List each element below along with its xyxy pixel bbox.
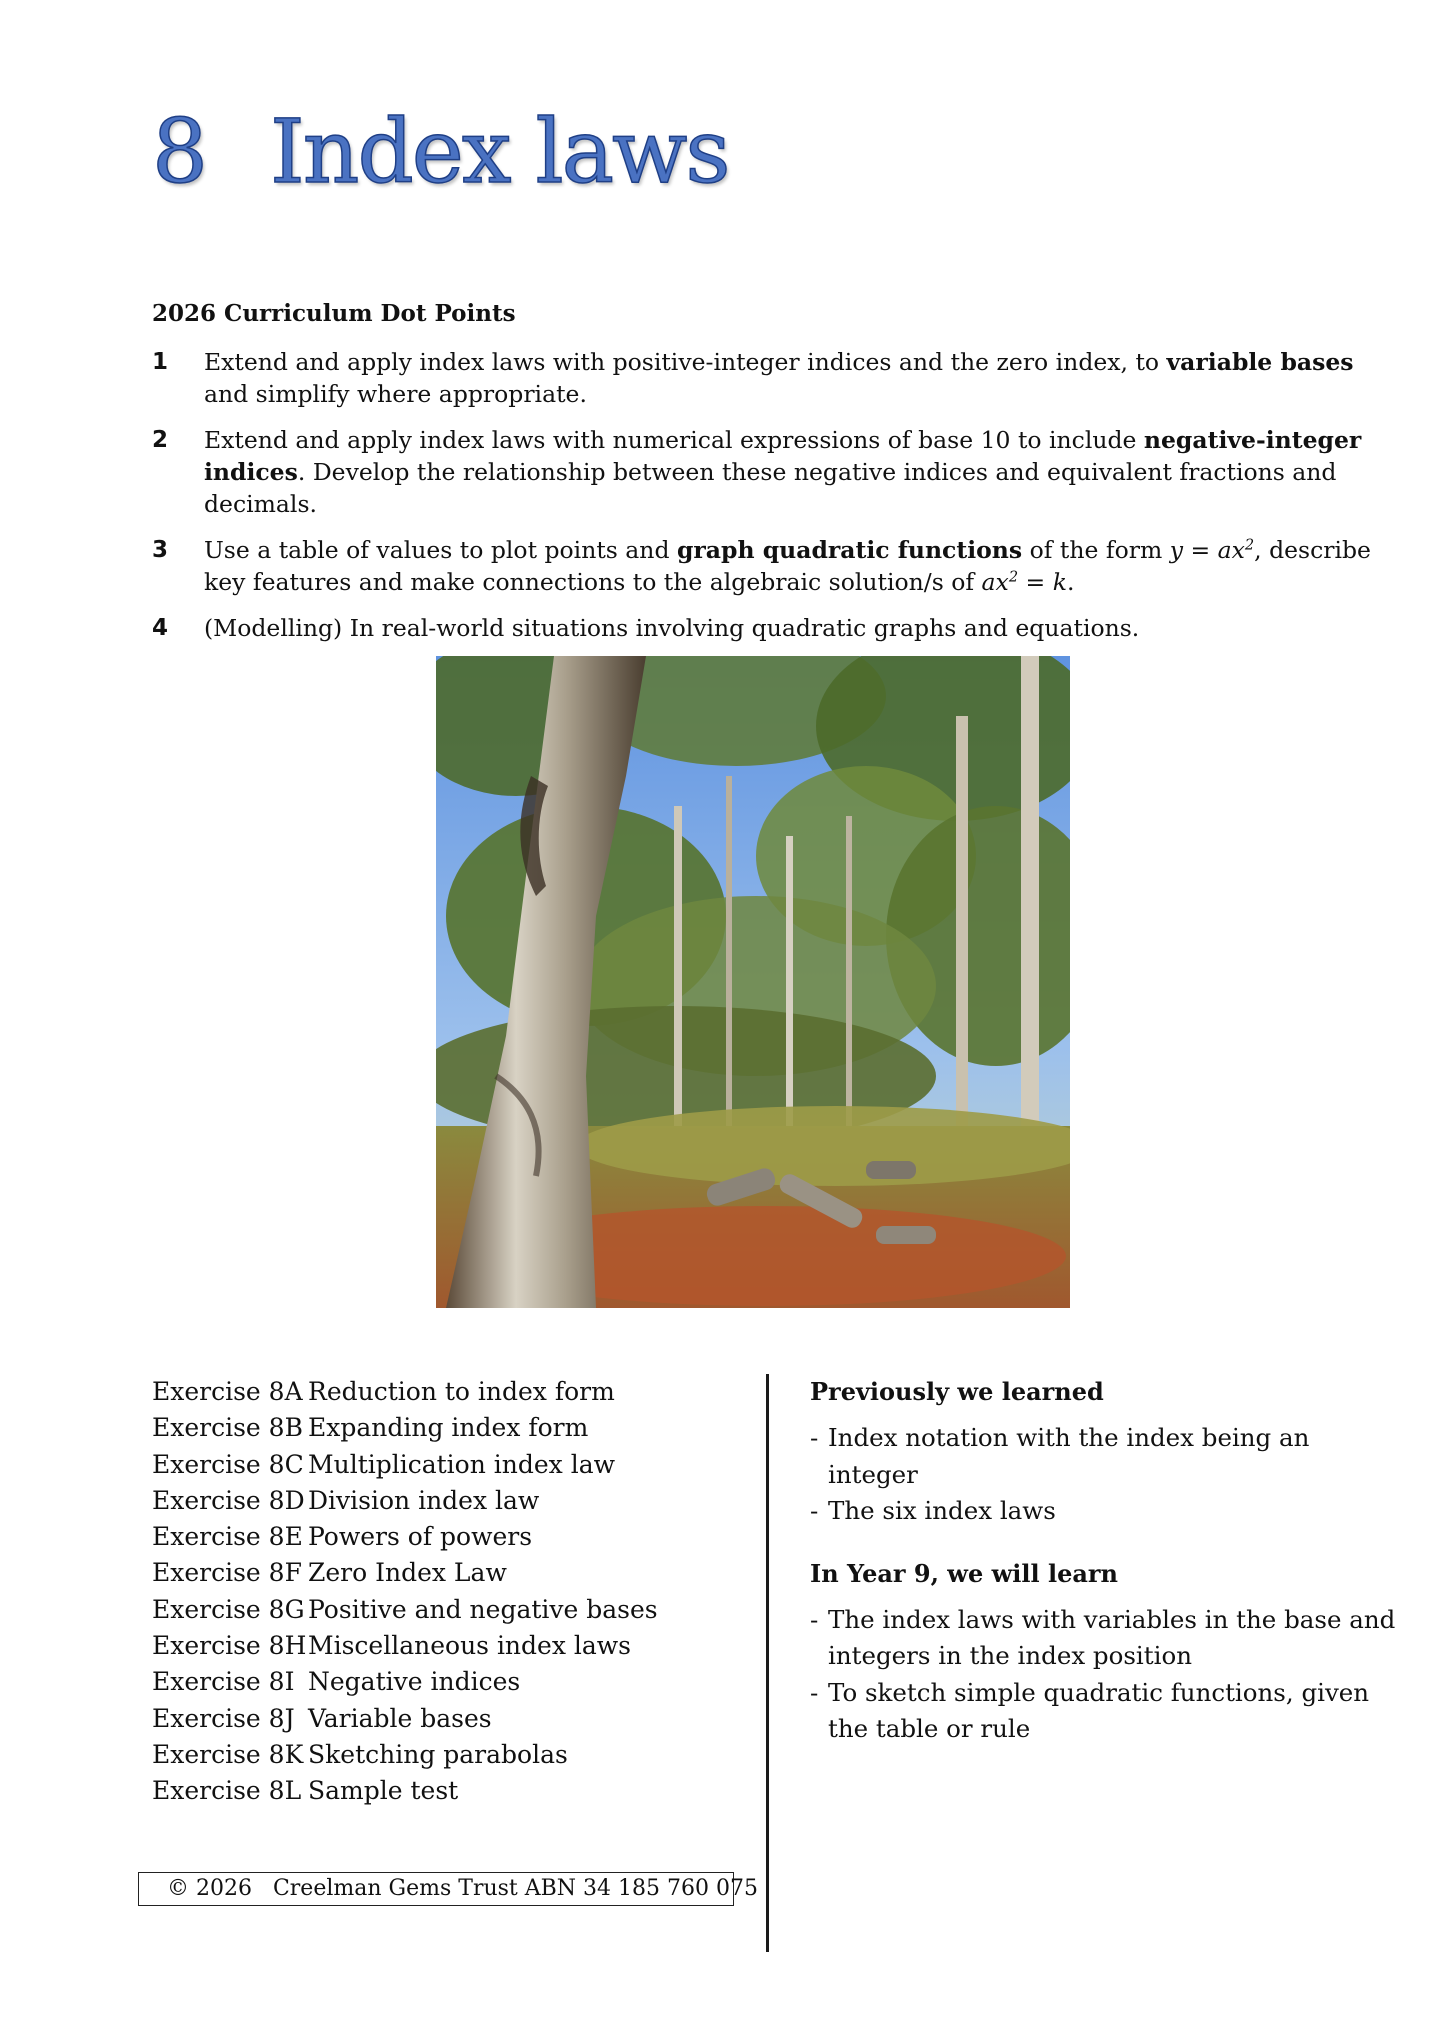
chapter-number: 8: [152, 100, 206, 203]
dot-point-text-end: . Develop the relationship between these negative indices and equivalent fractions and decimals.: [204, 458, 1337, 518]
curriculum-dot-points: [152, 346, 1392, 658]
dot-point-text-mid2: , describe key features and make connections to the algebraic solution/s of: [204, 536, 1371, 596]
exercise-title: Positive and negative bases: [308, 1594, 658, 1624]
math-rhs: = k: [1018, 568, 1067, 596]
year9-heading: In Year 9, we will learn: [810, 1558, 1118, 1588]
column-divider: [766, 1374, 769, 1952]
dot-point-bold: variable bases: [1166, 348, 1354, 376]
exercise-row: [152, 1737, 712, 1773]
exercise-row: [152, 1374, 712, 1410]
exercise-title: Sketching parabolas: [308, 1739, 568, 1769]
list-item: - The index laws with variables in the base and integers in the index position: [810, 1602, 1400, 1675]
exercise-title: Variable bases: [308, 1703, 492, 1733]
exercise-row: [152, 1555, 712, 1591]
dot-point-number: 2: [152, 427, 169, 453]
math-expression: [1170, 536, 1254, 564]
exercise-row: [152, 1701, 712, 1737]
list-item: - The six index laws: [810, 1493, 1400, 1530]
exercise-row: [152, 1519, 712, 1555]
dot-point-4: [152, 612, 1392, 644]
exercise-code: Exercise 8E: [152, 1522, 303, 1552]
dot-point-text: Extend and apply index laws with numerical expressions of base 10 to include: [204, 426, 1144, 454]
dot-point-bold: negative-integer indices: [204, 426, 1362, 486]
dot-point-1: [152, 346, 1392, 410]
dot-point-number: 1: [152, 349, 169, 375]
dot-point-text: Extend and apply index laws with positive-integer indices and the zero index, to: [204, 348, 1167, 376]
exercise-row: [152, 1483, 712, 1519]
exercise-code: Exercise 8I: [152, 1667, 295, 1697]
exercise-list: [152, 1374, 712, 1810]
list-item: - To sketch simple quadratic functions, given the table or rule: [810, 1675, 1400, 1748]
learning-summary: [810, 1374, 1400, 1762]
math-base: ax: [981, 568, 1009, 596]
year9-list: [810, 1602, 1400, 1748]
curriculum-heading: 2026 Curriculum Dot Points: [152, 300, 516, 327]
dot-point-text-end: and simplify where appropriate.: [204, 380, 587, 408]
exercise-title: Reduction to index form: [308, 1377, 615, 1406]
exercise-code: Exercise 8G: [152, 1594, 305, 1624]
page-title: [152, 100, 729, 203]
exercise-title: Miscellaneous index laws: [308, 1631, 632, 1661]
exercise-code: Exercise 8H: [152, 1631, 307, 1661]
exercise-title: Zero Index Law: [308, 1558, 507, 1588]
exercise-code: Exercise 8A: [152, 1377, 303, 1406]
dot-point-3: [152, 534, 1392, 598]
exercise-row: [152, 1592, 712, 1628]
exercise-title: Multiplication index law: [308, 1449, 616, 1479]
dot-point-2: [152, 424, 1392, 520]
math-exponent: 2: [1244, 536, 1255, 554]
exercise-title: Expanding index form: [308, 1413, 589, 1443]
math-exponent: 2: [1008, 568, 1019, 586]
math-base: y = ax: [1169, 536, 1245, 564]
exercise-row: [152, 1773, 712, 1809]
math-expression: [982, 568, 1067, 596]
exercise-row: [152, 1447, 712, 1483]
chapter-title: Index laws: [270, 100, 729, 203]
copyright-box: © 2026 Creelman Gems Trust ABN 34 185 760 075: [138, 1872, 734, 1906]
exercise-code: Exercise 8B: [152, 1413, 303, 1443]
exercise-row: [152, 1628, 712, 1664]
dot-point-text: Use a table of values to plot points and: [204, 536, 677, 564]
previously-learned-list: [810, 1420, 1400, 1530]
exercise-title: Powers of powers: [308, 1522, 533, 1552]
dot-point-text: (Modelling) In real-world situations involving quadratic graphs and equations.: [204, 614, 1140, 642]
dot-point-text-end: .: [1066, 568, 1075, 596]
exercise-title: Negative indices: [308, 1667, 521, 1697]
exercise-code: Exercise 8D: [152, 1485, 305, 1515]
exercise-row: [152, 1410, 712, 1446]
dot-point-number: 4: [152, 615, 169, 641]
dot-point-number: 3: [152, 537, 169, 563]
exercise-title: Division index law: [308, 1485, 540, 1515]
previously-learned-heading: Previously we learned: [810, 1377, 1104, 1406]
exercise-code: Exercise 8J: [152, 1703, 295, 1733]
dot-point-text-mid: of the form: [1022, 536, 1170, 564]
exercise-row: [152, 1664, 712, 1700]
exercise-code: Exercise 8C: [152, 1449, 304, 1479]
bushland-photo: [436, 656, 1070, 1308]
exercise-code: Exercise 8K: [152, 1739, 304, 1769]
list-item: - Index notation with the index being an integer: [810, 1420, 1400, 1493]
exercise-code: Exercise 8L: [152, 1776, 302, 1806]
exercise-code: Exercise 8F: [152, 1558, 302, 1588]
dot-point-bold: graph quadratic functions: [676, 536, 1023, 564]
exercise-title: Sample test: [308, 1776, 459, 1806]
